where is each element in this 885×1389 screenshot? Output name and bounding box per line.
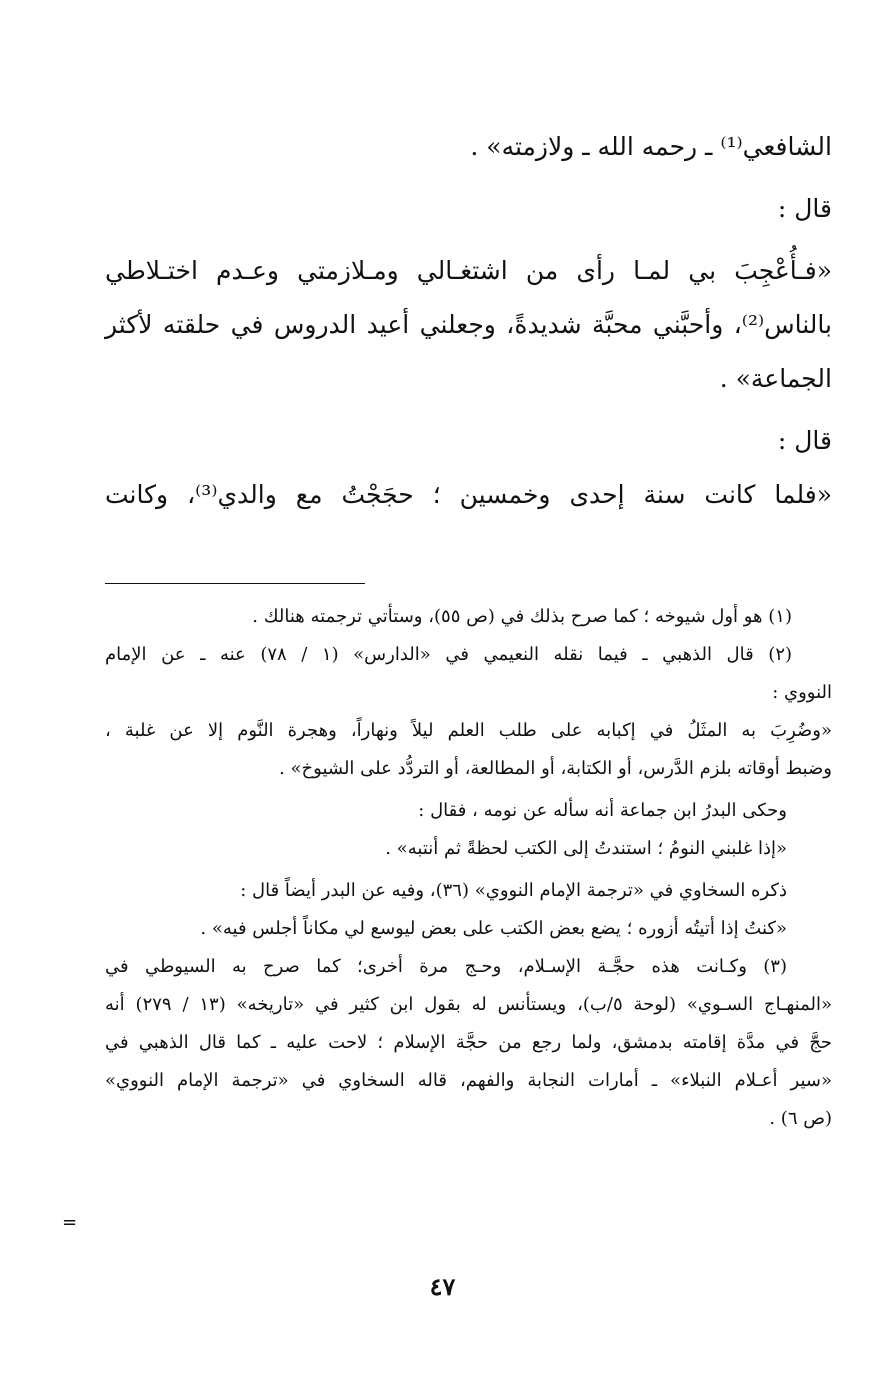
footnote-line: «المنهـاج السـوي» (لوحة ٥/ب)، ويستأنس له بقول ابن كثير في «تاريخه» (١٣ / ٢٧٩) أنه	[105, 994, 833, 1015]
footnote-line: «وضُرِبَ به المثَلُ في إكبابه على طلب العلم ليلاً ونهاراً، وهجرة النَّوم إلا عن غلبة ،	[105, 720, 832, 741]
main-line: بالناس⁽²⁾، وأحبَّني محبَّة شديدةً، وجعلني أعيد الدروس في حلقته لأكثر	[105, 310, 832, 339]
footnote-line: وحكى البدرُ ابن جماعة أنه سأله عن نومه ، فقال :	[418, 800, 787, 821]
main-line: قال :	[777, 426, 832, 455]
main-line: «فـأُعْجِبَ بي لمـا رأى من اشتغـالي ومـلازمتي وعـدم اختـلاطي	[105, 256, 832, 285]
footnote-line: (٢) قال الذهبي ـ فيما نقله النعيمي في «الدارس» (١ / ٧٨) عنه ـ عن الإمام	[105, 644, 793, 665]
footnote-line: «سير أعـلام النبلاء» ـ أمارات النجابة والفهم، قاله السخاوي في «ترجمة الإمام النووي»	[105, 1070, 832, 1091]
main-line: «فلما كانت سنة إحدى وخمسين ؛ حجَجْتُ مع والدي⁽³⁾، وكانت	[105, 480, 832, 509]
footnote-line: وضبط أوقاته بلزم الدَّرس، أو الكتابة، أو المطالعة، أو التردُّد على الشيوخ» .	[279, 758, 832, 779]
main-line: قال :	[777, 194, 832, 223]
footnote-line: «إذا غلبني النومُ ؛ استندتُ إلى الكتب لحظةً ثم أنتبه» .	[385, 838, 787, 859]
footnote-divider	[105, 583, 365, 584]
page-number: ٤٧	[429, 1272, 456, 1301]
footnote-line: حجَّ في مدَّة إقامته بدمشق، ولما رجع من حجَّة الإسلام ؛ لاحت عليه ـ كما قال الذهبي في	[105, 1032, 832, 1053]
footnote-line: (٣) وكـانت هذه حجَّـة الإسـلام، وحـج مرة أخرى؛ كما صرح به السيوطي في	[105, 956, 787, 977]
footnote-line: «كنتُ إذا أتيتُه أزوره ؛ يضع بعض الكتب على بعض ليوسع لي مكاناً أجلس فيه» .	[200, 918, 787, 939]
footnote-line: ذكره السخاوي في «ترجمة الإمام النووي» (٣٦)، وفيه عن البدر أيضاً قال :	[240, 880, 787, 901]
footnotes	[105, 598, 832, 1138]
main-line: الشافعي⁽¹⁾ ـ رحمه الله ـ ولازمته» .	[470, 132, 832, 161]
footnote-line: النووي :	[772, 682, 832, 703]
footnote-line: (١) هو أول شيوخه ؛ كما صرح بذلك في (ص ٥٥)، وستأتي ترجمته هنالك .	[252, 606, 792, 627]
main-text	[105, 120, 832, 522]
main-line: الجماعة» .	[719, 364, 832, 393]
footnote-line: (ص ٦) .	[769, 1108, 832, 1129]
book-page	[105, 120, 832, 1350]
continuation-mark: =	[62, 1212, 78, 1233]
